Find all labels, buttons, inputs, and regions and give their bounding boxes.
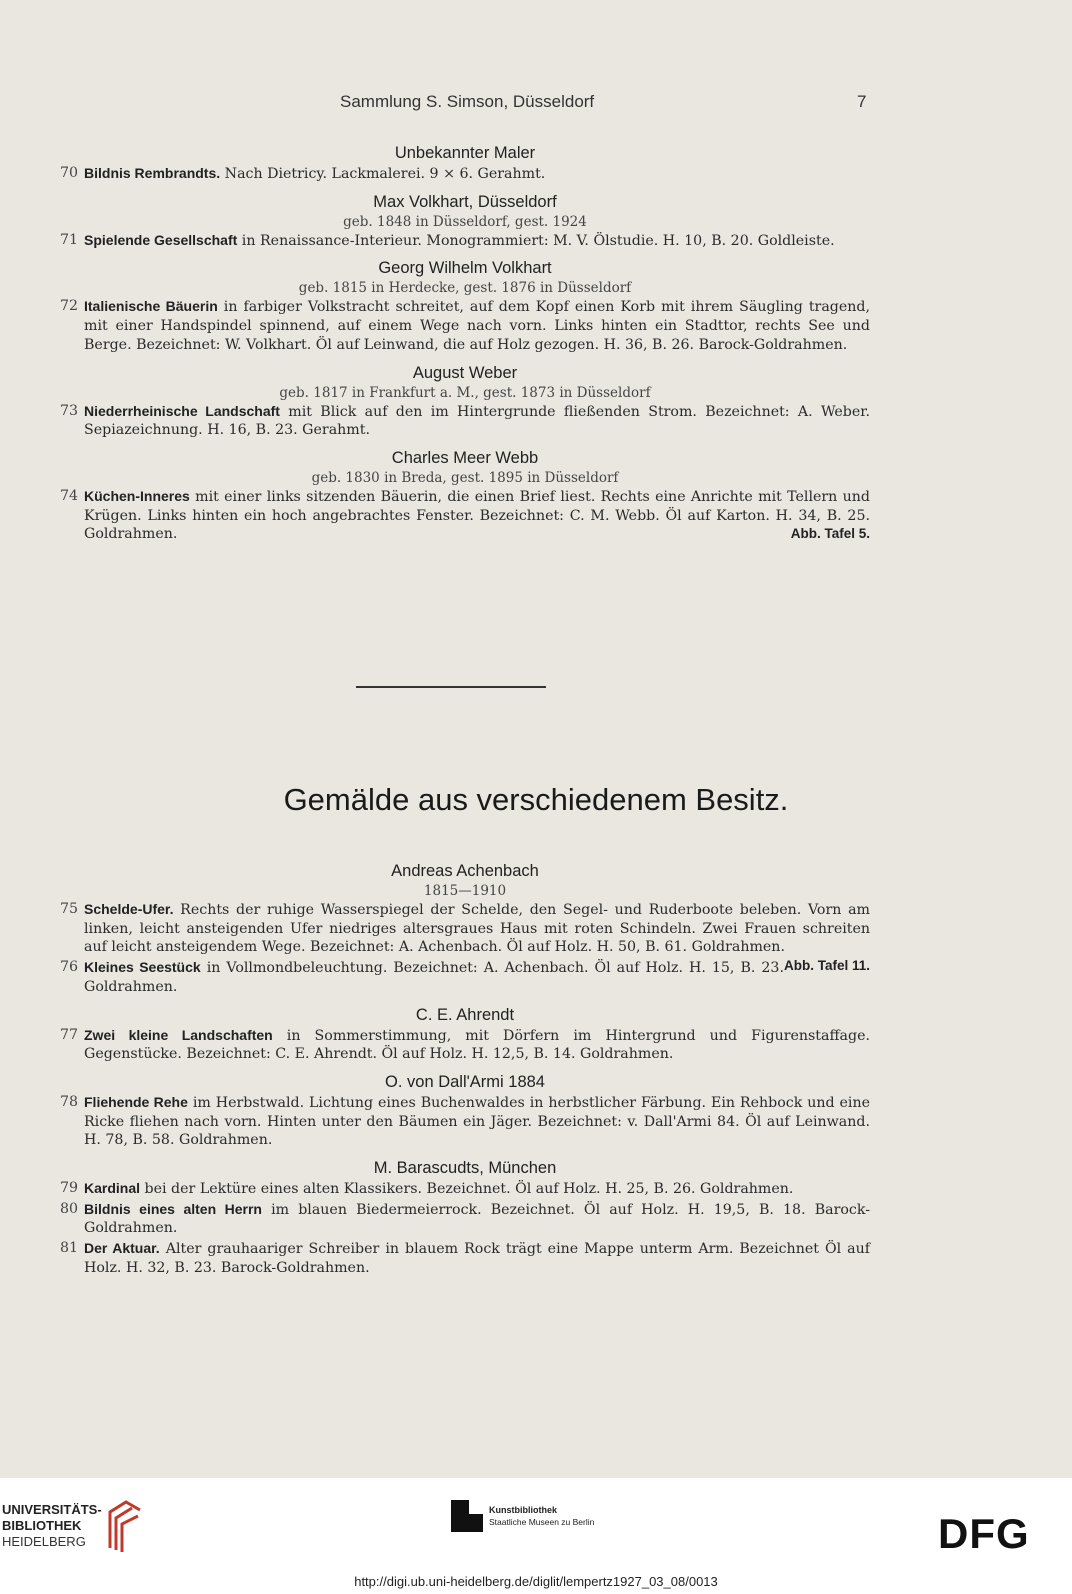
entry-title: Niederrheinische Landschaft — [84, 402, 280, 419]
entry-title: Der Aktuar. — [84, 1240, 160, 1257]
entry-title: Fliehende Rehe — [84, 1093, 188, 1110]
plate-reference: Abb. Tafel 5. — [790, 526, 870, 542]
artist-name: Max Volkhart, Düsseldorf — [373, 192, 557, 211]
entry-number: 80 — [60, 1200, 79, 1217]
entry-number: 71 — [60, 231, 79, 248]
artist-dates: geb. 1848 in Düsseldorf, gest. 1924 — [343, 213, 587, 230]
uni-line-3: HEIDELBERG — [2, 1534, 86, 1549]
artist-dates: geb. 1815 in Herdecke, gest. 1876 in Düsseldorf — [298, 280, 632, 297]
catalog-entry — [60, 1026, 870, 1064]
digitization-footer — [0, 1478, 1072, 1594]
section-title: Gemälde aus verschiedenem Besitz. — [283, 782, 789, 817]
entry-description: Rechts der ruhige Wasserspiegel der Schelde, den Segel- und Ruderboote beleben. Vorn am linken, leicht ansteigenden Ufer niedriges altersgraues Haus mit roten Schindeln. Zwei Frauen schreiten auf leicht ansteigendem Wege. Bezeichnet: A. Achenbach. Öl auf Holz. H. 50, B. 61. Goldrahmen. — [84, 902, 870, 956]
entry-description: im blauen Biedermeierrock. Bezeichnet. Öl auf Holz. H. 19,5, B. 18. Barock-Goldrahmen. — [84, 1201, 870, 1237]
entry-title: Bildnis Rembrandts. — [84, 165, 221, 181]
entry-number: 79 — [60, 1180, 79, 1197]
artist-dates: 1815—1910 — [423, 883, 507, 899]
entry-number: 72 — [60, 298, 79, 315]
entry-title: Italienische Bäuerin — [84, 298, 218, 315]
running-head-title: Sammlung S. Simson, Düsseldorf — [340, 92, 595, 111]
uni-heidelberg-logo-icon — [104, 1498, 144, 1554]
catalog-entry — [60, 164, 870, 184]
entry-description: mit einer links sitzenden Bäuerin, die einen Brief liest. Rechts eine Anrichte mit Tellern und Krügen. Links hinten ein hoch angebrachtes Fenster. Bezeichnet: C. M. Webb. Öl auf Karton. H. 34, B. 25. Goldrahmen. — [84, 488, 870, 543]
plate-reference: Abb. Tafel 11. — [783, 958, 870, 974]
entry-title: Kleines Seestück — [84, 959, 201, 976]
kunstbibliothek-label — [489, 1504, 594, 1528]
artist-dates: geb. 1830 in Breda, gest. 1895 in Düsseldorf — [311, 469, 619, 486]
catalog-entry — [60, 1179, 870, 1199]
entry-description: mit Blick auf den im Hintergrunde fließenden Strom. Bezeichnet: A. Weber. Sepiazeichnung. H. 16, B. 23. Gerahmt. — [84, 403, 870, 439]
catalog-entry — [60, 1200, 870, 1238]
entry-description: in Vollmondbeleuchtung. Bezeichnet: A. Achenbach. Öl auf Holz. H. 15, B. 23. Goldrahmen. — [84, 960, 784, 995]
entry-description: Nach Dietricy. Lackmalerei. 9 × 6. Gerahmt. — [220, 166, 546, 182]
catalog-entry — [60, 487, 870, 544]
entry-number: 81 — [60, 1240, 79, 1257]
entry-number: 78 — [60, 1093, 79, 1110]
catalog-entry — [60, 297, 870, 354]
artist-name: Charles Meer Webb — [391, 448, 539, 467]
entry-number: 76 — [60, 959, 79, 976]
catalog-entry — [60, 402, 870, 440]
entry-title: Kardinal — [84, 1180, 141, 1197]
uni-heidelberg-label — [2, 1502, 102, 1550]
dfg-logo: DFG — [938, 1510, 1030, 1557]
entry-number: 77 — [60, 1026, 79, 1043]
entry-description: in Sommerstimmung, mit Dörfern im Hintergrund und Figurenstaffage. Gegenstücke. Bezeichnet: C. E. Ahrendt. Öl auf Holz. H. 12,5, B. 14. Goldrahmen. — [84, 1027, 870, 1063]
catalog-part-1 — [60, 142, 870, 551]
artist-name: August Weber — [412, 363, 518, 382]
kunstbibliothek-logo-icon — [451, 1500, 483, 1532]
entry-title: Zwei kleine Landschaften — [84, 1026, 273, 1043]
entry-description: in Renaissance-Interieur. Monogrammiert: M. V. Ölstudie. H. 10, B. 20. Goldleiste. — [237, 232, 835, 249]
artist-dates: geb. 1817 in Frankfurt a. M., gest. 1873 in Düsseldorf — [279, 384, 651, 401]
kb-line-1: Kunstbibliothek — [489, 1505, 557, 1515]
page-number: 7 — [857, 92, 867, 111]
artist-name: C. E. Ahrendt — [415, 1005, 515, 1024]
entry-description: in farbiger Volkstracht schreitet, auf dem Kopf einen Korb mit ihrem Säugling tragend, mit einer Handspindel spinnend, auf einem Wege nach vorn. Links hinten ein Stadttor, rechts See und Berge. Bezeichnet: W. Volkhart. Öl auf Leinwand, die auf Holz gezogen. H. 36, B. 26. Barock-Goldrahmen. — [84, 299, 870, 353]
entry-title: Schelde-Ufer. — [84, 901, 174, 917]
uni-line-2: BIBLIOTHEK — [2, 1518, 82, 1533]
entry-number: 73 — [60, 402, 79, 419]
uni-line-1: UNIVERSITÄTS- — [2, 1502, 102, 1517]
artist-name: Georg Wilhelm Volkhart — [378, 259, 552, 278]
artist-name: O. von Dall'Armi 1884 — [385, 1072, 545, 1091]
entry-title: Spielende Gesellschaft — [84, 231, 238, 248]
entry-description: im Herbstwald. Lichtung eines Buchenwaldes in herbstlicher Färbung. Ein Rehbock und eine Ricke fliehen nach vorn. Hinten unter den Bäumen ein Jäger. Bezeichnet: v. Dall'Armi 84. Öl auf Leinwand. H. 78, B. 58. Goldrahmen. — [84, 1094, 870, 1149]
entry-title: Küchen-Inneres — [84, 487, 190, 504]
entry-description: Alter grauhaariger Schreiber in blauem Rock trägt eine Mappe unterm Arm. Bezeichnet Öl auf Holz. H. 32, B. 23. Barock-Goldrahmen. — [84, 1241, 870, 1276]
entry-number: 74 — [60, 487, 79, 504]
entry-number: 70 — [60, 165, 79, 181]
entry-title: Bildnis eines alten Herrn — [84, 1200, 262, 1217]
catalog-part-2 — [60, 860, 870, 1285]
running-head — [0, 92, 1072, 120]
catalog-entry — [60, 1093, 870, 1150]
section-divider — [356, 686, 546, 688]
catalog-entry — [60, 958, 870, 996]
artist-name: Andreas Achenbach — [391, 862, 539, 880]
kb-line-2: Staatliche Museen zu Berlin — [489, 1517, 595, 1527]
artist-name: Unbekannter Maler — [394, 144, 536, 162]
artist-name: M. Barascudts, München — [373, 1159, 557, 1178]
catalog-entry — [60, 231, 870, 251]
entry-description: bei der Lektüre eines alten Klassikers. Bezeichnet. Öl auf Holz. H. 25, B. 26. Goldrahmen. — [140, 1181, 794, 1198]
source-url-link[interactable]: http://digi.ub.uni-heidelberg.de/diglit/lempertz1927_03_08/0013 — [354, 1574, 718, 1589]
entry-number: 75 — [60, 901, 79, 917]
catalog-entry — [60, 1239, 870, 1277]
